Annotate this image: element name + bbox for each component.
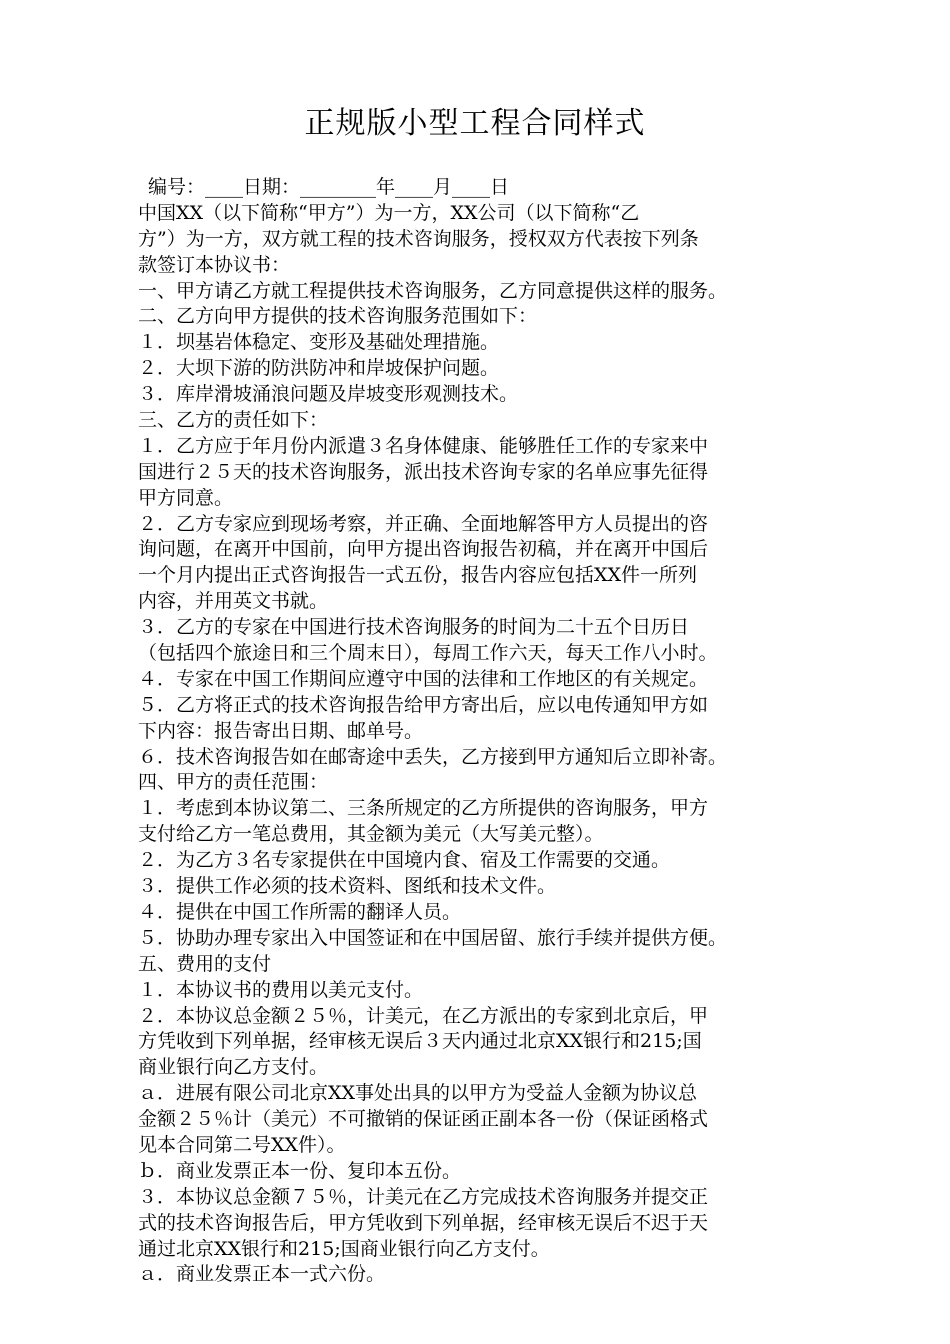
document-line: 国进行２５天的技术咨询服务，派出技术咨询专家的名单应事先征得 xyxy=(138,460,709,483)
document-line: １．本协议书的费用以美元支付。 xyxy=(138,978,424,1001)
document-line: ３．本协议总金额７５％，计美元在乙方完成技术咨询服务并提交正 xyxy=(138,1185,709,1208)
document-line: 内容，并用英文书就。 xyxy=(138,590,329,613)
document-line: 式的技术咨询报告后，甲方凭收到下列单据，经审核无误后不迟于天 xyxy=(138,1211,709,1234)
document-line: ２．为乙方３名专家提供在中国境内食、宿及工作需要的交通。 xyxy=(138,849,671,872)
document-line: ３．乙方的专家在中国进行技术咨询服务的时间为二十五个日历日 xyxy=(138,616,690,639)
document-line: 三、乙方的责任如下： xyxy=(138,409,329,432)
document-line: （包括四个旅途日和三个周末日），每周工作六天，每天工作八小时。 xyxy=(138,642,718,665)
document-line: 询问题，在离开中国前，向甲方提出咨询报告初稿，并在离开中国后 xyxy=(138,538,709,561)
document-body xyxy=(138,175,828,1288)
document-line: 支付给乙方一笔总费用，其金额为美元（大写美元整）。 xyxy=(138,823,604,846)
document-line: 编号：____日期：________年____月____日 xyxy=(148,176,510,198)
document-line: 见本合同第二号XX件）。 xyxy=(138,1133,346,1156)
document-line: 中国XX（以下简称“甲方”）为一方，XX公司（以下简称“乙 xyxy=(138,201,640,224)
document-line: 通过北京XX银行和215;国商业银行向乙方支付。 xyxy=(138,1237,550,1260)
document-line: 五、费用的支付 xyxy=(138,952,272,975)
document-line: ２．大坝下游的防洪防冲和岸坡保护问题。 xyxy=(138,357,500,380)
document-line: ４．提供在中国工作所需的翻译人员。 xyxy=(138,900,462,923)
document-line: ３．库岸滑坡涌浪问题及岸坡变形观测技术。 xyxy=(138,383,519,406)
document-line: ｂ．商业发票正本一份、复印本五份。 xyxy=(138,1159,462,1182)
document-line: ４．专家在中国工作期间应遵守中国的法律和工作地区的有关规定。 xyxy=(138,667,709,690)
document-line: 方凭收到下列单据，经审核无误后３天内通过北京XX银行和215;国 xyxy=(138,1030,702,1053)
document-line: １．考虑到本协议第二、三条所规定的乙方所提供的咨询服务，甲方 xyxy=(138,797,709,820)
document-line: ５．乙方将正式的技术咨询报告给甲方寄出后，应以电传通知甲方如 xyxy=(138,693,709,716)
document-line: 金额２５％计（美元）不可撤销的保证函正副本各一份（保证函格式 xyxy=(138,1108,709,1131)
document-title: 正规版小型工程合同样式 xyxy=(304,106,646,141)
document-line: ａ．商业发票正本一式六份。 xyxy=(138,1263,386,1286)
document-line: ２．本协议总金额２５％，计美元，在乙方派出的专家到北京后，甲 xyxy=(138,1004,709,1027)
document-line: １．乙方应于年月份内派遣３名身体健康、能够胜任工作的专家来中 xyxy=(138,434,709,457)
document-line: 商业银行向乙方支付。 xyxy=(138,1056,329,1079)
document-line: 一、甲方请乙方就工程提供技术咨询服务，乙方同意提供这样的服务。 xyxy=(138,279,728,302)
document-line: 二、乙方向甲方提供的技术咨询服务范围如下： xyxy=(138,305,538,328)
document-line: 四、甲方的责任范围： xyxy=(138,771,329,794)
document-line: ａ．进展有限公司北京XX事处出具的以甲方为受益人金额为协议总 xyxy=(138,1082,698,1105)
document-line: 下内容：报告寄出日期、邮单号。 xyxy=(138,719,424,742)
document-line: ３．提供工作必须的技术资料、图纸和技术文件。 xyxy=(138,875,557,898)
document-line: １．坝基岩体稳定、变形及基础处理措施。 xyxy=(138,331,500,354)
document-line: 甲方同意。 xyxy=(138,486,234,509)
document-line: 一个月内提出正式咨询报告一式五份，报告内容应包括XX件一所列 xyxy=(138,564,698,587)
document-line: ６．技术咨询报告如在邮寄途中丢失，乙方接到甲方通知后立即补寄。 xyxy=(138,745,728,768)
document-line: ２．乙方专家应到现场考察，并正确、全面地解答甲方人员提出的咨 xyxy=(138,512,709,535)
document-line: 方”）为一方，双方就工程的技术咨询服务，授权双方代表按下列条 xyxy=(138,227,699,250)
document-line: ５．协助办理专家出入中国签证和在中国居留、旅行手续并提供方便。 xyxy=(138,926,728,949)
document-line: 款签订本协议书： xyxy=(138,253,291,276)
